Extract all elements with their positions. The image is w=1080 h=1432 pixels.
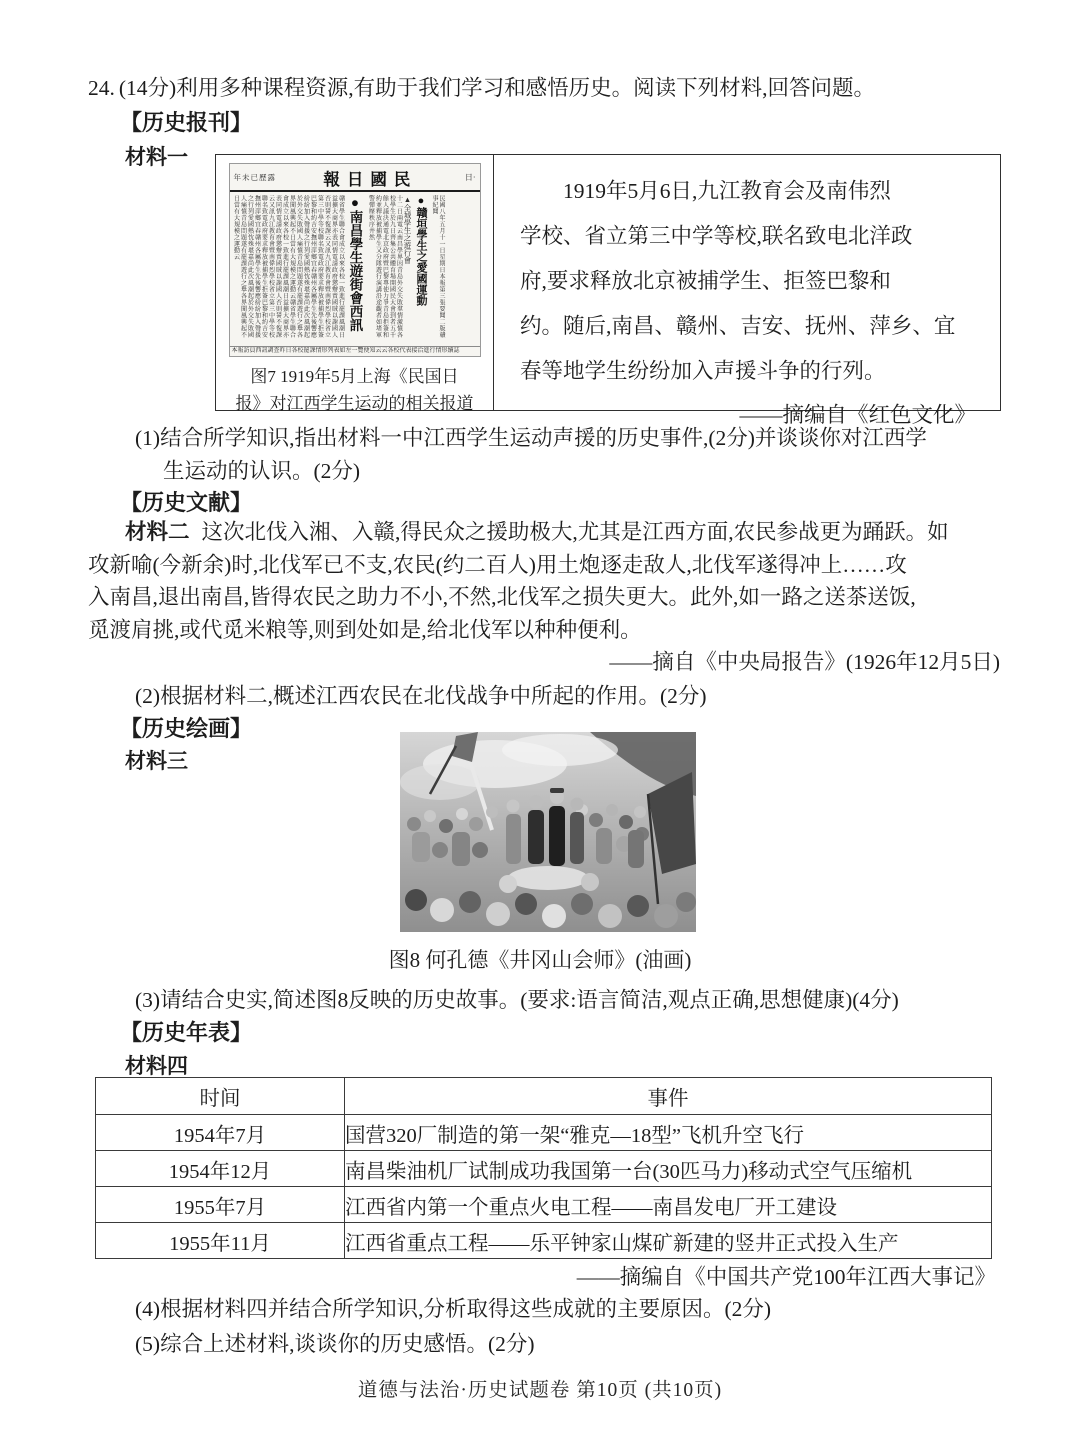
table-cell-time: 1955年7月 [96,1187,345,1223]
newspaper-headline-main: ●贛垣學生之愛國運動 [415,195,427,306]
excerpt-line: 春等地学生纷纷加入声援斗争的行列。 [520,359,886,383]
masthead-title: 報日國民 [323,169,418,189]
masthead-date-left: 年未已歷露 [233,173,276,182]
timeline-table [95,1077,992,1259]
question2: (2)根据材料二,概述江西农民在北伐战争中所起的作用。(2分) [135,684,707,708]
table-cell-event: 国营320厂制造的第一架“雅克—18型”飞机升空飞行 [345,1115,992,1151]
excerpt-source: ——摘编自《红色文化》 [739,403,976,427]
masthead-date-right: 日· [464,173,476,182]
question-number: 24. [88,76,115,100]
table-row [96,1151,992,1187]
newspaper-fine-print: 十二日兩電云南昌學界因青島外交失敗羣情激憤各校學生於九日齊集公共體育場開國民大會到者五千餘人議決通電北京政府暨巴黎專使力爭青島拒簽和約並釋放被捕學生又分隊遊行演講沿途觀者如堵軍警彈壓秩序井然 [367,195,402,338]
material4-source: ——摘编自《中国共产党100年江西大事记》 [576,1265,996,1289]
table-cell-time: 1954年12月 [96,1151,345,1187]
oil-painting-image [400,732,696,932]
newspaper-fine-print: 贛省學生聯合會成立以來各校一致進行罷課風潮日益擴大商界亦表同情電請政府懲辦賣國賊以謝國人否則誓不復課云又訊九江教育會暨南偉烈學校省立第三中學等校聯名致電政府要求釋放被捕學生拒簽巴黎和約吉安撫州萍鄉宜春贛州各屬學生先後響應紛紛加入聲援之行列愛國熱忱殊堪嘉尚此次風潮起於外交失敗國人痛憤青島問題遂有罷課遊行之舉各界聞風興起不日當有大規模之運動云贛省學生聯合會成立以來各校一致進行罷課風潮日益擴大商界亦表同情電請政府懲辦賣國賊以謝國人否則誓不復課云又訊九江教育會暨南偉烈學校省立第三中學等校聯名致電政府要求釋放被捕學生拒簽巴黎和約吉安撫州萍鄉宜春贛州各屬學生先後響應紛紛加入聲援之行列愛國熱忱殊堪嘉尚此次風潮起於外交失敗國人痛憤青島問題遂有罷課遊行之舉各界聞風興起不日當有大規模之運動云 [232,195,344,338]
material2-label: 材料二 [125,520,190,544]
table-cell-event: 南昌柴油机厂试制成功我国第一台(30匹马力)移动式空气压缩机 [345,1151,992,1187]
material2-line: 入南昌,退出南昌,皆得农民之助力不小,不然,北伐军之损失更大。此外,如一路之送茶送饭, [88,585,916,609]
newspaper-masthead [230,164,480,192]
newspaper-fine-print: 民國八年五月十一日星期日本報第三張要聞二版贛事紀聞 [431,195,444,338]
material2-line: 觅渡肩挑,或代觅米粮等,则到处如是,给北伐军以种种便利。 [88,617,642,642]
newspaper-headline-2: ●南昌學生遊街會西訊 [347,195,363,332]
question4: (4)根据材料四并结合所学知识,分析取得这些成就的主要原因。(2分) [135,1297,772,1321]
question3: (3)请结合史实,简述图8反映的历史故事。(要求:语言简洁,观点正确,思想健康)(4分) [135,988,899,1012]
newspaper-body [230,192,447,346]
newspaper-cell [216,155,494,413]
question5: (5)综合上述材料,谈谈你的历史感悟。(2分) [135,1332,535,1356]
section-header-report: 【历史报刊】 [120,110,253,135]
material2-line: 攻新喻(今新余)时,北伐军已不支,农民(约二百人)用土炮逐走敌人,北伐军遂得冲上……攻 [88,552,907,577]
figure8-caption: 图8 何孔德《井冈山会师》(油画) [388,948,692,972]
figure7-caption [228,363,481,417]
excerpt-line: 1919年5月6日,九江教育会及南伟烈 [563,179,891,203]
table-header-row [96,1078,992,1115]
excerpt-line: 府,要求释放北京被捕学生、拒签巴黎和 [520,269,891,293]
material1-excerpt [494,155,1000,427]
question-intro [88,72,1018,105]
table-row [96,1223,992,1259]
question1-line1: (1)结合所学知识,指出材料一中江西学生运动声援的历史事件,(2分)并谈谈你对江西学 [135,426,927,450]
question-intro-text: (14分)利用多种课程资源,有助于我们学习和感悟历史。阅读下列材料,回答问题。 [118,76,875,100]
table-cell-time: 1954年7月 [96,1115,345,1151]
question1-line2: 生运动的认识。(2分) [163,459,361,483]
excerpt-line: 约。随后,南昌、赣州、吉安、抚州、萍乡、宜 [520,314,956,338]
material3-label: 材料三 [125,750,188,773]
oil-painting-svg [400,732,696,932]
page-footer: 道德与法治·历史试题卷 第10页 (共10页) [357,1380,723,1401]
material2-source: ——摘自《中央局报告》(1926年12月5日) [609,650,1000,674]
section-header-timeline: 【历史年表】 [120,1020,253,1045]
table-cell-event: 江西省内第一个重点火电工程——南昌发电厂开工建设 [345,1187,992,1223]
material2-line [88,516,1000,549]
figure7-caption-line2: 报》对江西学生运动的相关报道 [235,394,474,413]
material1-box [215,154,1001,427]
table-header-event: 事件 [345,1078,992,1115]
table-row [96,1115,992,1151]
section-header-document: 【历史文献】 [120,490,253,515]
newspaper-clipping [229,163,481,357]
material2-paragraph [88,516,1000,679]
material4-label: 材料四 [125,1055,188,1078]
table-cell-time: 1955年11月 [96,1223,345,1259]
material2-text: 这次北伐入湘、入赣,得民众之援助极大,尤其是江西方面,农民参战更为踊跃。如 [201,520,949,544]
table-cell-event: 江西省重点工程——乐平钟家山煤矿新建的竖井正式投入生产 [345,1223,992,1259]
newspaper-headline-sub: ▲全城學生之遊行會 [403,195,412,264]
excerpt-line: 学校、省立第三中学等校,联名致电北洋政 [520,224,913,248]
newspaper-bottom-strip: 本報訪員西訊調查昨日各校罷課情形列表如左一覽便知云云各校代表接洽進行情形續誌 [230,346,480,356]
question1 [135,422,1035,488]
section-header-painting: 【历史绘画】 [120,716,253,741]
table-header-time: 时间 [96,1078,345,1115]
table-row [96,1187,992,1223]
figure7-caption-line1: 图7 1919年5月上海《民国日 [250,367,459,386]
material1-label: 材料一 [125,146,188,169]
